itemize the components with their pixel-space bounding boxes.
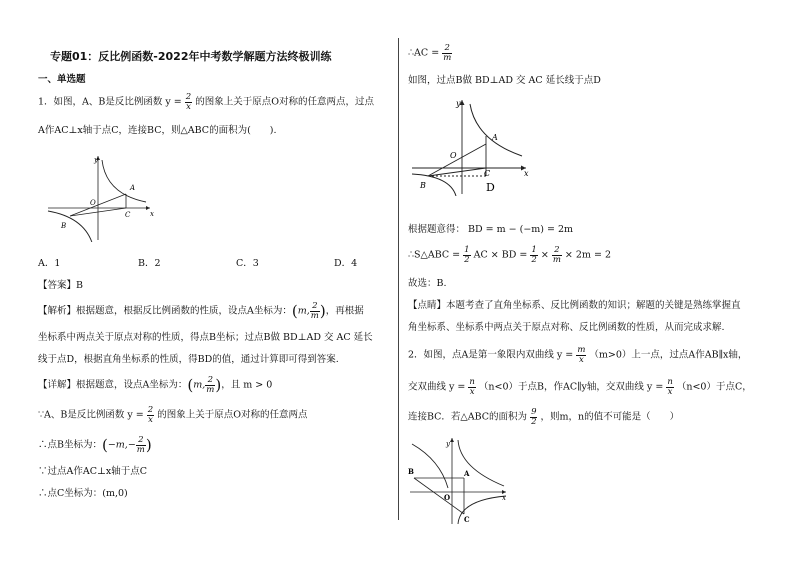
detail-line4: ∵过点A作AC⊥x轴于点C: [38, 466, 148, 477]
fig2-curve-q3: [412, 174, 456, 196]
comment-line2: 角坐标系、坐标系中两点关于原点对称、反比例函数的性质，从而完成求解.: [408, 322, 725, 333]
fig2-label-y: y: [456, 99, 461, 108]
fig3-label-x: x: [502, 494, 506, 502]
section-heading: 一、单选题: [38, 74, 86, 85]
detail-line2: ∵A、B是反比例函数 y = $\frac{2}{x}$ 的图象上关于原点O对称的任意两点: [38, 405, 308, 425]
answer-line: 【答案】B: [38, 280, 83, 291]
figure-3: [408, 434, 512, 526]
fig3-label-y: y: [446, 440, 450, 448]
fig3-label-o: O: [444, 493, 451, 502]
fig2-label-a: A: [492, 133, 498, 142]
analysis-line1: 【解析】根据题意，根据反比例函数的性质，设点A坐标为：(m, $\frac{2}{m}$ )，再根据: [38, 301, 364, 321]
fig1-label-o: O: [90, 199, 96, 207]
document-title: 专题01：反比例函数-2022年中考数学解题方法终极训练: [50, 50, 332, 63]
comment-line1: 【点睛】本题考查了直角坐标系、反比例函数的知识；解题的关键是熟练掌握直: [408, 300, 741, 311]
q2-line1: 2．如图，点A是第一象限内双曲线 y = $\frac{m}{x}$ （m>0）上一点，过点A作AB∥x轴，: [408, 345, 748, 365]
q1-line2: A作AC⊥x轴于点C，连接BC，则△ABC的面积为( ).: [38, 125, 277, 136]
q1-text-post: 的图象上关于原点O对称的任意两点，过点: [195, 96, 375, 108]
bd-line: 根据题意得： BD = m − (−m) = 2m: [408, 224, 574, 235]
analysis-line3: 线于点D，根据直角坐标系的性质，得BD的值，通过计算即可得到答案.: [38, 354, 339, 365]
analysis-line2: 坐标系中两点关于原点对称的性质，得点B坐标；过点B做 BD⊥AD 交 AC 延长: [38, 332, 373, 343]
fig3-curve-q2: [412, 444, 448, 488]
area-line: ∴S△ABC = $\frac{1}{2}$ AC × BD = $\frac{1}{2}$ × $\frac{2}{m}$ × 2m = 2: [408, 245, 611, 265]
fig3-label-a: A: [464, 469, 470, 478]
fig3-curve-q1: [458, 440, 504, 486]
fig2-label-x: x: [524, 169, 529, 178]
fig3-segment-bc: [414, 478, 464, 514]
fig3-label-c: C: [464, 515, 470, 524]
q2-line3: 连接BC．若△ABC的面积为 $\frac{9}{2}$ ，则m，n的值不可能是（ ）: [408, 407, 680, 427]
fig1-label-a: A: [130, 184, 136, 192]
fig1-label-c: C: [125, 211, 131, 219]
fig2-label-c: C: [484, 169, 491, 178]
fig1-label-x: x: [150, 210, 154, 218]
fig2-label-b: B: [420, 181, 426, 190]
option-d: D．4: [334, 258, 358, 269]
detail-line1: 【详解】根据题意，设点A坐标为：(m, $\frac{2}{m}$ )，且 m > 0: [38, 375, 273, 395]
figure-2: [410, 96, 536, 196]
fig1-label-b: B: [61, 222, 67, 230]
q1-line1: [38, 93, 374, 111]
q1-text: 1．如图，A、B是反比例函数 y =: [38, 96, 182, 108]
q1-fraction: $\frac{2}{x}$: [185, 92, 192, 112]
q2-line2: 交双曲线 y = $\frac{n}{x}$ （n<0）于点B，作AC∥y轴，交双曲线 y = $\frac{n}{x}$ （n<0）于点C，: [408, 377, 752, 397]
fig3-label-b: B: [408, 467, 414, 476]
figure-1: [46, 150, 156, 242]
option-b: B．2: [138, 258, 161, 269]
fig2-segment-ab: [428, 144, 486, 176]
figure-intro: 如图，过点B做 BD⊥AD 交 AC 延长线于点D: [408, 75, 601, 86]
column-divider: [398, 38, 399, 520]
option-c: C．3: [236, 258, 259, 269]
fig2-segment-bc: [428, 168, 486, 176]
option-a: A．1: [38, 258, 61, 269]
fig2-label-d: D: [486, 181, 495, 194]
so-line: 故选：B.: [408, 278, 447, 289]
fig1-label-y: y: [94, 156, 98, 164]
ac-line: ∴AC = $\frac{2}{m}$: [408, 43, 452, 63]
fig2-label-o: O: [450, 151, 457, 160]
detail-line3: ∴点B坐标为：(−m,− $\frac{2}{m}$ ): [38, 435, 152, 455]
fig1-curve-q1: [102, 160, 146, 202]
detail-line5: ∴点C坐标为：(m,0): [38, 488, 128, 499]
